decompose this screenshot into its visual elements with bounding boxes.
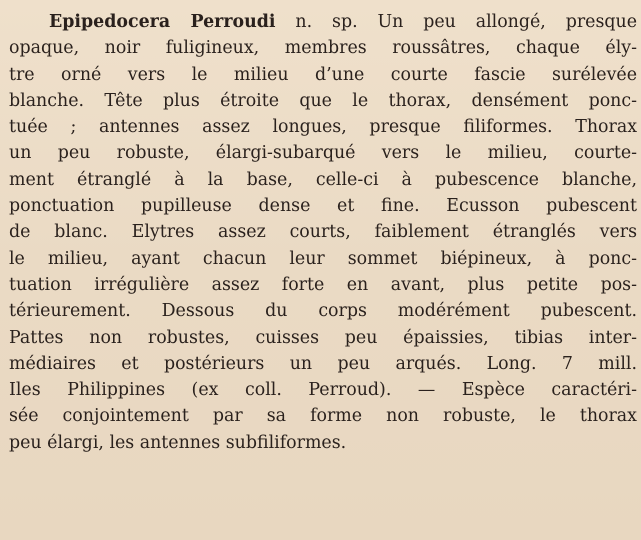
text-line: térieurement. Dessous du corps modérément pubescent. [9,301,637,322]
text-line: blanche. Tête plus étroite que le thorax, densément ponc- [9,90,637,111]
text-line: ponctuation pupilleuse dense et fine. Ecusson pubescent [9,196,637,217]
text-line: Pattes non robustes, cuisses peu épaissies, tibias inter- [9,327,637,348]
first-line-text: n. sp. Un peu allongé, presque [295,12,638,32]
text-line: tuation irrégulière assez forte en avant, plus petite pos- [9,274,637,295]
text-line: médiaires et postérieurs un peu arqués. Long. 7 mill. [9,353,637,374]
text-line: le milieu, ayant chacun leur sommet biépineux, à ponc- [9,248,637,269]
species-description-paragraph [9,9,637,456]
text-line: tre orné vers le milieu d’une courte fascie surélevée [9,64,637,85]
text-line: peu élargi, les antennes subfiliformes. [9,432,347,453]
text-line: sée conjointement par sa forme non robuste, le thorax [9,406,637,427]
species-name: Epipedocera Perroudi [49,12,276,32]
text-line: opaque, noir fuligineux, membres roussâtres, chaque ély- [9,38,637,59]
text-line [9,9,637,35]
text-line: ment étranglé à la base, celle-ci à pubescence blanche, [9,169,637,190]
text-line: Iles Philippines (ex coll. Perroud). — Espèce caractéri- [9,380,637,401]
text-line: tuée ; antennes assez longues, presque filiformes. Thorax [9,117,637,138]
text-line: un peu robuste, élargi-subarqué vers le milieu, courte- [9,143,637,164]
text-line: de blanc. Elytres assez courts, faiblement étranglés vers [9,222,637,243]
